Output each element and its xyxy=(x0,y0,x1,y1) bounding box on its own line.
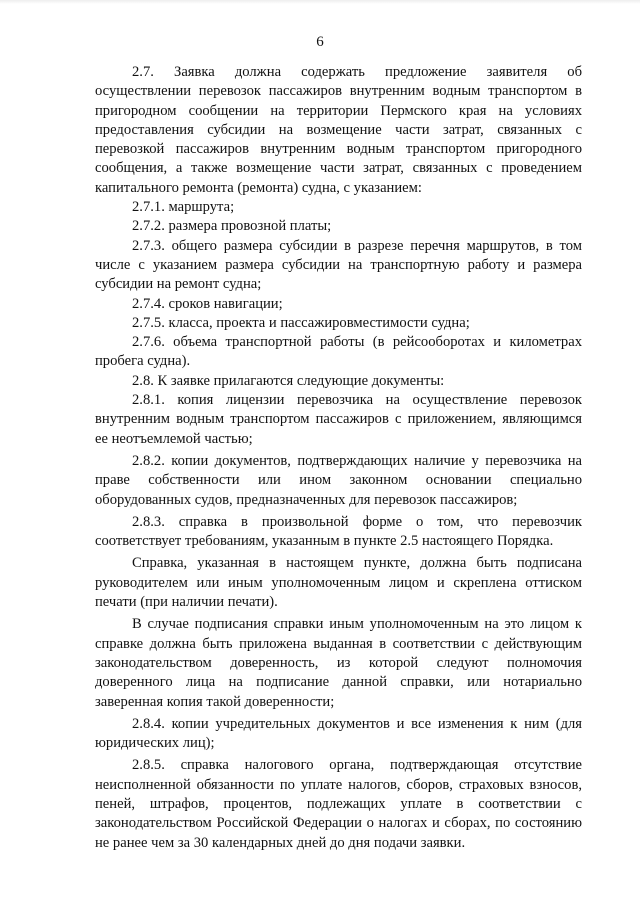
paragraph-2-8-1: 2.8.1. копия лицензии перевозчика на осуществление перевозок внутренним водным транспортом пассажиров с приложением, являющимся ее неотъемлемой частью; xyxy=(95,392,582,447)
paragraph-2-7: 2.7. Заявка должна содержать предложение заявителя об осуществлении перевозок пассажиров внутренним водным транспортом в пригородном сообщении на территории Пермского края на условиях предоставления субсидии на возмещение части затрат, связанных с перевозкой пассажиров внутренним водным транспортом пригородного сообщения, а также возмещение части затрат, связанных с проведением капитального ремонта (ремонта) судна, с указанием: xyxy=(95,64,582,196)
document-body xyxy=(95,63,582,853)
paragraph-2-7-2: 2.7.2. размера провозной платы; xyxy=(132,218,332,235)
paragraph-2-8-5: 2.8.5. справка налогового органа, подтверждающая отсутствие неисполненной обязанности по уплате налогов, сборов, страховых взносов, пеней, штрафов, процентов, подлежащих уплате в соответствии с законодательством Российской Федерации о налогах и сборах, по состоянию не ранее чем за 30 календарных дней до дня подачи заявки. xyxy=(95,757,582,851)
paragraph-2-7-5: 2.7.5. класса, проекта и пассажировместимости судна; xyxy=(132,314,470,331)
paragraph-certificate-signature: Справка, указанная в настоящем пункте, должна быть подписана руководителем или иным уполномоченным лицом и скреплена оттиском печати (при наличии печати). xyxy=(95,555,582,611)
paragraph-power-of-attorney: В случае подписания справки иным уполномоченным на это лицом к справке должна быть приложена выданная в соответствии с действующим законодательством доверенность, из которой следуют полномочия доверенного лица на подписание данной справки, или нотариально заверенная копия такой доверенности; xyxy=(95,616,582,710)
paragraph-2-8-3: 2.8.3. справка в произвольной форме о том, что перевозчик соответствует требованиям, указанным в пункте 2.5 настоящего Порядка. xyxy=(95,513,582,550)
paragraph-2-7-1: 2.7.1. маршрута; xyxy=(132,199,235,216)
page-number: 6 xyxy=(316,34,324,50)
scan-edge xyxy=(0,0,640,4)
paragraph-2-8-4: 2.8.4. копии учредительных документов и все изменения к ним (для юридических лиц); xyxy=(95,715,582,752)
paragraph-2-7-3: 2.7.3. общего размера субсидии в разрезе перечня маршрутов, в том числе с указанием размера субсидии на транспортную работу и размера субсидии на ремонт судна; xyxy=(95,237,582,293)
paragraph-2-7-4: 2.7.4. сроков навигации; xyxy=(132,295,283,312)
paragraph-2-8: 2.8. К заявке прилагаются следующие документы: xyxy=(132,372,445,389)
paragraph-2-7-6: 2.7.6. объема транспортной работы (в рейсооборотах и километрах пробега судна). xyxy=(95,334,582,370)
paragraph-2-8-2: 2.8.2. копии документов, подтверждающих наличие у перевозчика на праве собственности или ином законном основании специально оборудованных судов, предназначенных для перевозок пассажиров; xyxy=(95,452,582,508)
